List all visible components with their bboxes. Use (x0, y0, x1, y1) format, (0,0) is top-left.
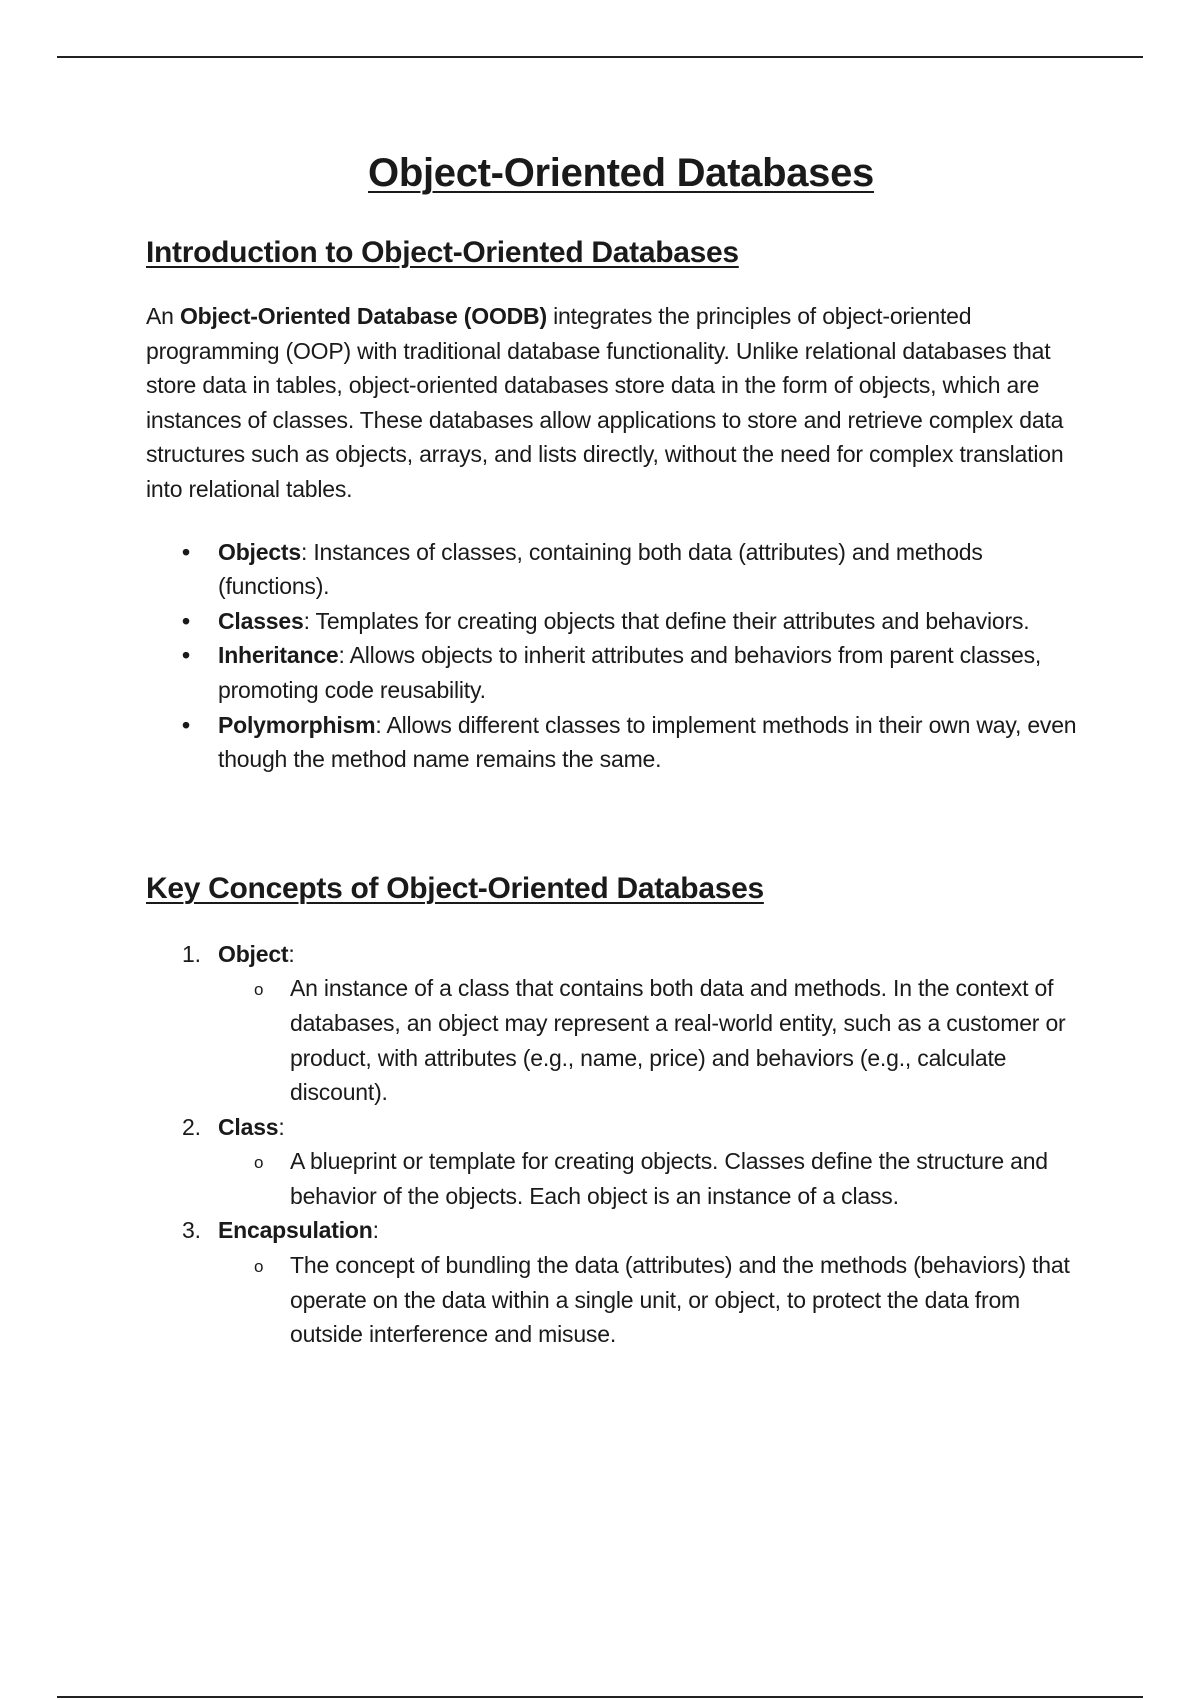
concept-colon: : (278, 1113, 285, 1140)
bullet-item-objects (182, 535, 1096, 604)
intro-para-bold: Object-Oriented Database (OODB) (179, 303, 547, 329)
bullet-text: : Allows different classes to implement methods in their own way, even though the method name remains the same. (218, 711, 1077, 773)
bullet-text: : Templates for creating objects that define their attributes and behaviors. (303, 607, 1030, 634)
concept-term: Encapsulation (218, 1217, 373, 1244)
circle-bullet-icon: o (254, 980, 264, 1000)
intro-bullet-list (146, 535, 1096, 777)
concept-colon: : (288, 940, 295, 967)
bullet-item-polymorphism (182, 708, 1096, 777)
concept-detail-text: An instance of a class that contains both data and methods. In the context of databases, an object may represent a real-world entity, such as a customer or product, with attributes (e.g., name, price) and behaviors (e.g., calculate discount). (290, 975, 1066, 1106)
concept-item-object (182, 937, 1096, 1110)
key-concepts-heading: Key Concepts of Object-Oriented Databases (146, 871, 764, 905)
bullet-term: Objects (218, 538, 301, 565)
concept-detail (254, 1144, 1096, 1213)
document-body (146, 145, 1096, 1352)
concept-detail-text: The concept of bundling the data (attributes) and the methods (behaviors) that operate on the data within a single unit, or object, to protect the data from outside interference and misuse. (290, 1252, 1070, 1348)
concept-colon: : (372, 1217, 379, 1244)
bullet-icon: • (182, 711, 190, 738)
bullet-term: Classes (218, 607, 304, 634)
list-number: 3. (182, 1217, 201, 1244)
list-number: 2. (182, 1113, 201, 1140)
document-title: Object-Oriented Databases (368, 151, 874, 195)
bullet-icon: • (182, 642, 190, 669)
concept-item-class (182, 1110, 1096, 1214)
concept-detail (254, 1248, 1096, 1352)
concept-detail (254, 971, 1096, 1109)
bullet-item-inheritance (182, 638, 1096, 707)
concept-sub-list (218, 1144, 1096, 1213)
bullet-term: Inheritance (218, 642, 339, 669)
list-number: 1. (182, 940, 201, 967)
concept-term: Object (218, 940, 289, 967)
intro-paragraph (146, 299, 1096, 507)
intro-heading: Introduction to Object-Oriented Databases (146, 236, 739, 269)
circle-bullet-icon: o (254, 1257, 264, 1277)
bullet-item-classes (182, 604, 1096, 639)
bullet-text: : Instances of classes, containing both data (attributes) and methods (functions). (218, 538, 983, 600)
bullet-term: Polymorphism (218, 711, 376, 738)
intro-para-rest: integrates the principles of object-oriented programming (OOP) with traditional database functionality. Unlike relational databases that store data in tables, object-oriented databases store data in the form of objects, which are instances of classes. These databases allow applications to store and retrieve complex data structures such as objects, arrays, and lists directly, without the need for complex translation into relational tables. (146, 303, 1064, 502)
bullet-text: : Allows objects to inherit attributes and behaviors from parent classes, promoting code reusability. (218, 642, 1042, 703)
footer-rule (57, 1696, 1143, 1698)
concept-term: Class (218, 1113, 279, 1140)
header-rule (57, 56, 1143, 58)
bullet-icon: • (182, 538, 190, 565)
intro-para-prefix: An (146, 303, 180, 329)
bullet-icon: • (182, 607, 190, 634)
concept-sub-list (218, 971, 1096, 1109)
key-concepts-list (146, 937, 1096, 1352)
concept-detail-text: A blueprint or template for creating objects. Classes define the structure and behavior of the objects. Each object is an instance of a class. (290, 1148, 1048, 1209)
concept-item-encapsulation (182, 1213, 1096, 1351)
circle-bullet-icon: o (254, 1153, 264, 1173)
concept-sub-list (218, 1248, 1096, 1352)
